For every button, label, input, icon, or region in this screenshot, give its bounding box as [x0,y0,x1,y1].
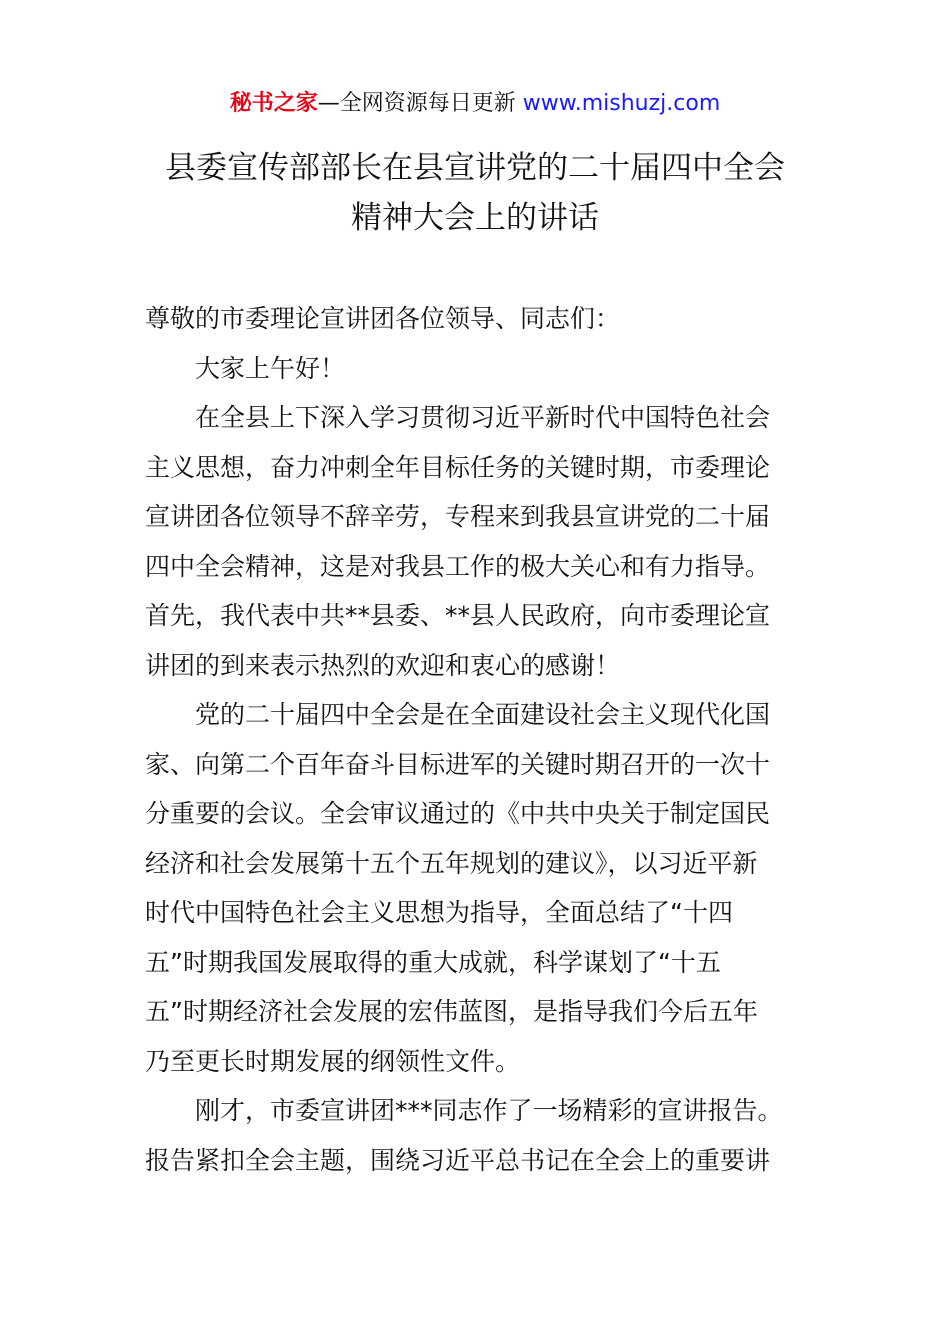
text-line: 五”时期我国发展取得的重大成就，科学谋划了“十五 [145,947,721,977]
title-line-1: 县委宣传部部长在县宣讲党的二十届四中全会 [165,150,785,186]
text-line: 时代中国特色社会主义思想为指导，全面总结了“十四 [145,898,733,927]
site-header [0,86,950,122]
paragraph [145,1086,810,1185]
paragraph [145,344,810,394]
text-line: 主义思想，奋力冲刺全年目标任务的关键时期，市委理论 [145,452,771,482]
text-line: 尊敬的市委理论宣讲团各位领导、同志们： [145,304,621,333]
text-line: 党的二十届四中全会是在全面建设社会主义现代化国 [195,700,771,729]
text-line: 分重要的会议。全会审议通过的《中共中央关于制定国民 [145,799,771,828]
site-tagline: —全网资源每日更新 [317,91,523,116]
text-line: 讲团的到来表示热烈的欢迎和衷心的感谢！ [145,650,621,680]
document-body [145,294,810,1185]
text-line: 乃至更长时期发展的纲领性文件。 [145,1046,521,1076]
salutation [145,294,810,344]
text-line: 宣讲团各位领导不辞辛劳，专程来到我县宣讲党的二十届 [145,502,771,531]
paragraph [145,690,810,1086]
site-url-link[interactable]: www.mishuzj.com [522,91,721,116]
text-line: 四中全会精神，这是对我县工作的极大关心和有力指导。 [145,551,771,581]
paragraph [145,393,810,690]
title-line-2: 精神大会上的讲话 [351,200,599,236]
text-line: 五”时期经济社会发展的宏伟蓝图，是指导我们今后五年 [145,997,758,1026]
text-line: 首先，我代表中共**县委、**县人民政府，向市委理论宣 [145,601,771,630]
text-line: 经济和社会发展第十五个五年规划的建议》，以习近平新 [145,848,758,878]
text-line: 在全县上下深入学习贯彻习近平新时代中国特色社会 [195,403,771,432]
document-title [0,143,950,243]
text-line: 刚才，市委宣讲团***同志作了一场精彩的宣讲报告。 [195,1096,783,1125]
text-line: 大家上午好！ [195,353,346,383]
site-brand: 秘书之家 [229,91,318,116]
text-line: 家、向第二个百年奋斗目标进军的关键时期召开的一次十 [145,749,771,779]
text-line: 报告紧扣全会主题，围绕习近平总书记在全会上的重要讲 [145,1145,771,1175]
